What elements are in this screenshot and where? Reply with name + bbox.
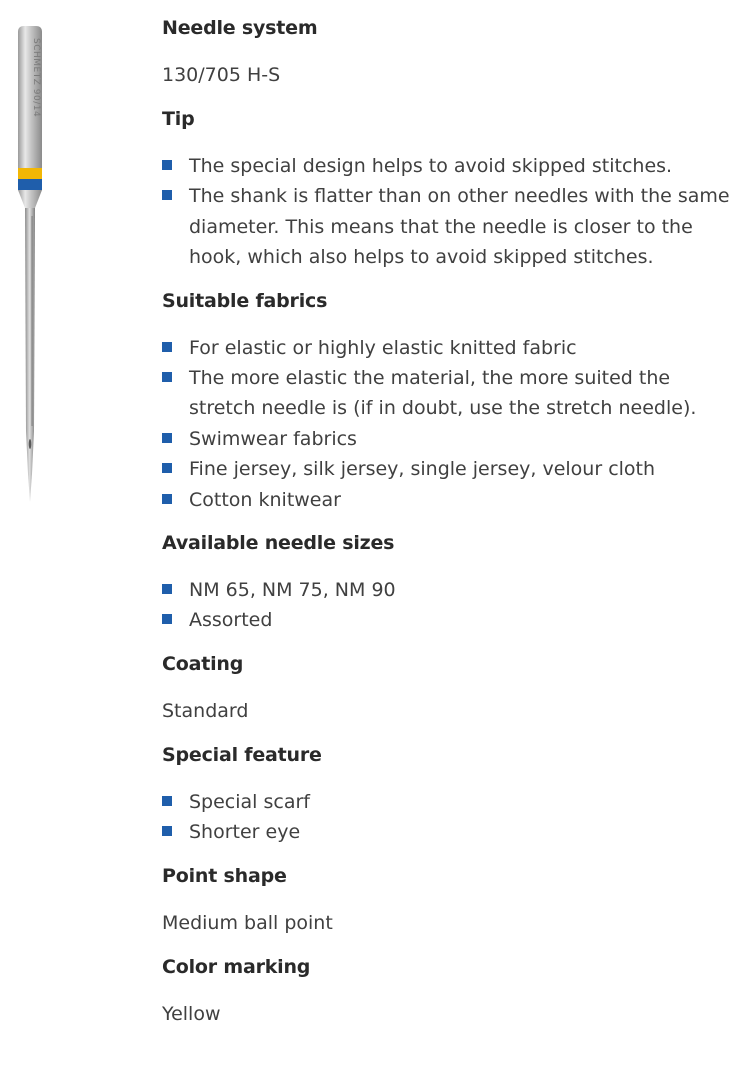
list-item: Special scarf — [162, 787, 742, 817]
suitable-fabrics-heading: Suitable fabrics — [162, 289, 328, 312]
needle-image — [16, 26, 44, 506]
list-item: Shorter eye — [162, 817, 742, 847]
needle-eye — [29, 439, 32, 449]
list-item: Cotton knitwear — [162, 485, 742, 515]
needle-yellow-band — [18, 168, 42, 179]
bullet-square-icon — [162, 494, 172, 504]
needle-blade — [25, 208, 35, 502]
bullet-square-icon — [162, 796, 172, 806]
list-item: NM 65, NM 75, NM 90 — [162, 575, 742, 605]
bullet-square-icon — [162, 463, 172, 473]
bullet-square-icon — [162, 433, 172, 443]
needle-system-heading: Needle system — [162, 17, 318, 39]
list-item: Swimwear fabrics — [162, 424, 742, 454]
bullet-square-icon — [162, 342, 172, 352]
color-marking-value: Yellow — [162, 1002, 221, 1025]
point-shape-value: Medium ball point — [162, 911, 333, 934]
needle-blue-band — [18, 179, 42, 190]
needle-sizes-heading: Available needle sizes — [162, 532, 395, 555]
needle-spec-list — [162, 14, 742, 1044]
bullet-square-icon — [162, 826, 172, 836]
needle-engraving: SCHMETZ 90/14 — [31, 38, 41, 118]
special-feature-list — [162, 787, 742, 848]
coating-heading: Coating — [162, 652, 244, 675]
list-item: The special design helps to avoid skipped stitches. — [162, 151, 742, 181]
list-item: Assorted — [162, 605, 742, 635]
bullet-square-icon — [162, 614, 172, 624]
bullet-square-icon — [162, 584, 172, 594]
bullet-square-icon — [162, 372, 172, 382]
list-item: The more elastic the material, the more suited the stretch needle is (if in doubt, use the stretch needle). — [162, 363, 742, 424]
suitable-fabrics-list — [162, 333, 742, 515]
coating-value: Standard — [162, 699, 249, 722]
bullet-square-icon — [162, 160, 172, 170]
list-item: Fine jersey, silk jersey, single jersey, velour cloth — [162, 454, 742, 484]
special-feature-heading: Special feature — [162, 743, 322, 766]
needle-system-value: 130/705 H-S — [162, 64, 281, 86]
point-shape-heading: Point shape — [162, 864, 287, 887]
tip-heading: Tip — [162, 108, 195, 130]
color-marking-heading: Color marking — [162, 955, 311, 978]
bullet-square-icon — [162, 190, 172, 200]
list-item: The shank is flatter than on other needles with the same diameter. This means that the needle is closer to the hook, which also helps to avoid skipped stitches. — [162, 181, 742, 272]
tip-list — [162, 151, 742, 273]
list-item: For elastic or highly elastic knitted fabric — [162, 333, 742, 363]
needle-sizes-list — [162, 575, 742, 636]
